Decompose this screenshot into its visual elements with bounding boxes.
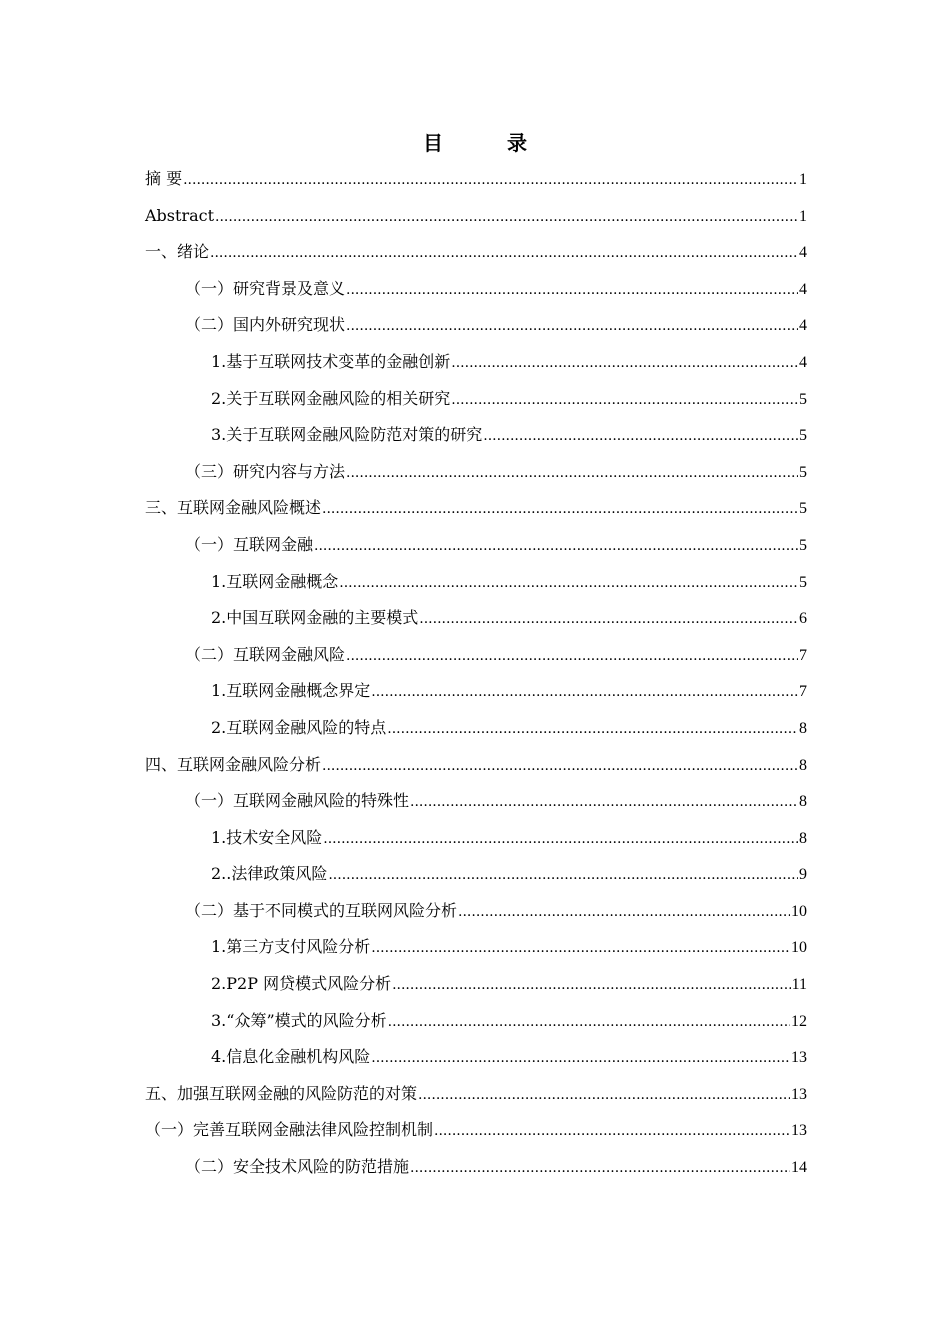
toc-entry[interactable] xyxy=(145,823,807,860)
toc-entry[interactable] xyxy=(145,896,807,933)
toc-entry-page-number: 13 xyxy=(791,1049,807,1067)
toc-leader-dots xyxy=(371,1043,790,1073)
toc-leader-dots xyxy=(458,897,790,927)
toc-entry-label: 3.关于互联网金融风险防范对策的研究 xyxy=(211,425,483,445)
toc-entry-label: （二）安全技术风险的防范措施 xyxy=(185,1157,410,1177)
toc-entry-label: 1.互联网金融概念界定 xyxy=(211,681,371,701)
toc-leader-dots xyxy=(346,275,798,305)
toc-entry-label: （一）互联网金融风险的特殊性 xyxy=(185,791,410,811)
toc-entry-page-number: 12 xyxy=(791,1012,807,1030)
toc-entry-label: 2.互联网金融风险的特点 xyxy=(211,717,387,737)
toc-entry-page-number: 7 xyxy=(799,646,807,664)
toc-entry-page-number: 8 xyxy=(799,719,807,737)
toc-entry-page-number: 5 xyxy=(799,463,807,481)
toc-entry-label: 1.第三方支付风险分析 xyxy=(211,937,371,957)
toc-entry-label: 2.关于互联网金融风险的相关研究 xyxy=(211,388,451,408)
toc-leader-dots xyxy=(346,458,798,488)
toc-entry-label: 摘 要 xyxy=(145,169,183,188)
toc-entry-page-number: 8 xyxy=(799,829,807,847)
toc-list xyxy=(145,164,807,1189)
toc-leader-dots xyxy=(339,568,798,598)
toc-entry-label: 五、加强互联网金融的风险防范的对策 xyxy=(145,1083,418,1103)
toc-entry-page-number: 4 xyxy=(799,280,807,298)
toc-entry[interactable] xyxy=(145,1115,807,1152)
toc-entry-page-number: 10 xyxy=(791,939,807,957)
toc-entry[interactable] xyxy=(145,1079,807,1116)
toc-entry[interactable] xyxy=(145,384,807,421)
toc-entry-label: 3.“众筹”模式的风险分析 xyxy=(211,1010,387,1030)
toc-entry[interactable] xyxy=(145,201,807,238)
toc-entry[interactable] xyxy=(145,347,807,384)
toc-leader-dots xyxy=(419,604,798,634)
toc-entry[interactable] xyxy=(145,676,807,713)
toc-entry-label: 一、绪论 xyxy=(145,242,210,262)
toc-leader-dots xyxy=(418,1080,790,1110)
toc-entry-page-number: 5 xyxy=(799,573,807,591)
toc-entry-page-number: 4 xyxy=(799,317,807,335)
toc-entry[interactable] xyxy=(145,932,807,969)
toc-entry-page-number: 5 xyxy=(799,500,807,518)
toc-entry-page-number: 4 xyxy=(799,244,807,262)
toc-leader-dots xyxy=(328,860,798,890)
toc-title: 目 录 xyxy=(423,131,549,155)
toc-entry-label: （一）研究背景及意义 xyxy=(185,278,346,298)
toc-leader-dots xyxy=(215,202,798,232)
toc-entry-label: 1.互联网金融概念 xyxy=(211,571,339,591)
toc-leader-dots xyxy=(183,165,798,195)
toc-entry-page-number: 5 xyxy=(799,427,807,445)
toc-leader-dots xyxy=(388,1007,790,1037)
toc-entry-page-number: 1 xyxy=(799,207,807,225)
toc-entry-page-number: 6 xyxy=(799,610,807,628)
toc-entry[interactable] xyxy=(145,859,807,896)
toc-entry-label: 2..法律政策风险 xyxy=(211,864,328,884)
toc-leader-dots xyxy=(410,787,798,817)
toc-entry[interactable] xyxy=(145,457,807,494)
toc-leader-dots xyxy=(371,933,790,963)
toc-entry[interactable] xyxy=(145,713,807,750)
toc-entry-label: 2.中国互联网金融的主要模式 xyxy=(211,608,419,628)
toc-leader-dots xyxy=(346,641,798,671)
toc-entry-page-number: 5 xyxy=(799,390,807,408)
toc-leader-dots xyxy=(451,348,798,378)
toc-leader-dots xyxy=(410,1153,790,1183)
toc-entry-page-number: 5 xyxy=(799,536,807,554)
toc-entry-page-number: 13 xyxy=(791,1122,807,1140)
toc-leader-dots xyxy=(323,824,798,854)
toc-entry[interactable] xyxy=(145,420,807,457)
toc-entry-page-number: 7 xyxy=(799,683,807,701)
toc-entry-page-number: 13 xyxy=(791,1085,807,1103)
toc-entry-page-number: 8 xyxy=(799,756,807,774)
toc-entry-page-number: 8 xyxy=(799,793,807,811)
toc-leader-dots xyxy=(210,238,798,268)
toc-entry[interactable] xyxy=(145,310,807,347)
toc-entry-page-number: 4 xyxy=(799,353,807,371)
toc-entry-label: 三、互联网金融风险概述 xyxy=(145,498,322,518)
toc-entry-page-number: 14 xyxy=(791,1159,807,1177)
toc-entry[interactable] xyxy=(145,530,807,567)
toc-entry-label: Abstract xyxy=(145,205,215,225)
toc-entry-label: 2.P2P 网贷模式风险分析 xyxy=(211,974,392,994)
toc-leader-dots xyxy=(346,311,798,341)
toc-leader-dots xyxy=(371,677,798,707)
toc-entry[interactable] xyxy=(145,640,807,677)
toc-leader-dots xyxy=(451,385,798,415)
toc-entry[interactable] xyxy=(145,603,807,640)
toc-leader-dots xyxy=(322,751,798,781)
toc-entry-page-number: 9 xyxy=(799,866,807,884)
toc-entry-label: （二）互联网金融风险 xyxy=(185,644,346,664)
toc-entry[interactable] xyxy=(145,493,807,530)
toc-entry-label: （一）完善互联网金融法律风险控制机制 xyxy=(145,1120,434,1140)
toc-entry[interactable] xyxy=(145,1152,807,1189)
toc-entry-page-number: 1 xyxy=(799,171,807,188)
toc-entry-label: 1.基于互联网技术变革的金融创新 xyxy=(211,351,451,371)
toc-entry-page-number: 10 xyxy=(791,902,807,920)
toc-entry-label: 1.技术安全风险 xyxy=(211,827,323,847)
toc-entry-page-number: 11 xyxy=(791,976,807,994)
toc-leader-dots xyxy=(387,714,798,744)
toc-entry-label: 4.信息化金融机构风险 xyxy=(211,1047,371,1067)
toc-entry-label: （二）基于不同模式的互联网风险分析 xyxy=(185,900,458,920)
toc-entry-label: （一）互联网金融 xyxy=(185,534,314,554)
toc-entry[interactable] xyxy=(145,164,807,201)
toc-entry-label: （二）国内外研究现状 xyxy=(185,315,346,335)
toc-entry[interactable] xyxy=(145,567,807,604)
toc-entry[interactable] xyxy=(145,786,807,823)
toc-entry[interactable] xyxy=(145,1006,807,1043)
toc-entry[interactable] xyxy=(145,750,807,787)
toc-entry[interactable] xyxy=(145,969,807,1006)
toc-leader-dots xyxy=(392,970,791,1000)
toc-entry-label: （三）研究内容与方法 xyxy=(185,461,346,481)
toc-leader-dots xyxy=(434,1116,790,1146)
toc-leader-dots xyxy=(322,494,798,524)
toc-leader-dots xyxy=(314,531,798,561)
toc-entry[interactable] xyxy=(145,274,807,311)
toc-leader-dots xyxy=(483,421,798,451)
toc-entry[interactable] xyxy=(145,1042,807,1079)
toc-entry[interactable] xyxy=(145,237,807,274)
toc-entry-label: 四、互联网金融风险分析 xyxy=(145,754,322,774)
